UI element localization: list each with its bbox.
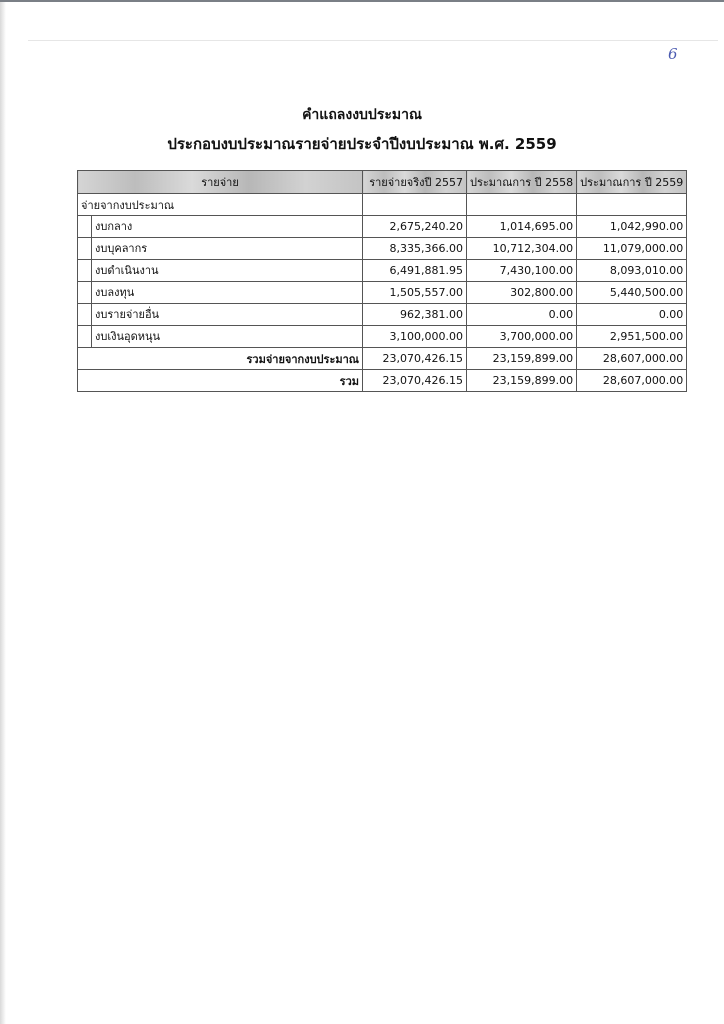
empty-cell <box>577 194 687 216</box>
value-2558: 7,430,100.00 <box>467 260 577 282</box>
row-label-cell <box>78 238 363 260</box>
value-2558: 3,700,000.00 <box>467 326 577 348</box>
table-row <box>78 238 687 260</box>
value-2557: 6,491,881.95 <box>363 260 467 282</box>
total-row <box>78 370 687 392</box>
subtotal-label: รวมจ่ายจากงบประมาณ <box>78 348 363 370</box>
header-estimate-2559: ประมาณการ ปี 2559 <box>577 171 687 194</box>
table-row <box>78 304 687 326</box>
paper-fold-line <box>28 40 718 41</box>
scan-top-edge <box>0 0 724 2</box>
total-2559: 28,607,000.00 <box>577 370 687 392</box>
row-label-cell <box>78 304 363 326</box>
subtotal-row <box>78 348 687 370</box>
value-2559: 1,042,990.00 <box>577 216 687 238</box>
document-subtitle: ประกอบงบประมาณรายจ่ายประจำปีงบประมาณ พ.ศ. 2559 <box>167 135 557 153</box>
subtotal-2559: 28,607,000.00 <box>577 348 687 370</box>
header-estimate-2558: ประมาณการ ปี 2558 <box>467 171 577 194</box>
value-2559: 11,079,000.00 <box>577 238 687 260</box>
value-2558: 10,712,304.00 <box>467 238 577 260</box>
row-label-cell <box>78 282 363 304</box>
row-label: งบกลาง <box>91 216 359 237</box>
empty-cell <box>467 194 577 216</box>
value-2557: 8,335,366.00 <box>363 238 467 260</box>
value-2559: 5,440,500.00 <box>577 282 687 304</box>
budget-table <box>77 170 687 392</box>
value-2557: 3,100,000.00 <box>363 326 467 348</box>
value-2559: 8,093,010.00 <box>577 260 687 282</box>
total-2558: 23,159,899.00 <box>467 370 577 392</box>
row-label: งบรายจ่ายอื่น <box>91 304 359 325</box>
header-expense: รายจ่าย <box>78 171 363 194</box>
section-row <box>78 194 687 216</box>
document-title: คำแถลงงบประมาณ <box>302 107 422 123</box>
value-2558: 1,014,695.00 <box>467 216 577 238</box>
value-2559: 0.00 <box>577 304 687 326</box>
value-2557: 1,505,557.00 <box>363 282 467 304</box>
subtotal-2557: 23,070,426.15 <box>363 348 467 370</box>
table-row <box>78 216 687 238</box>
table-row <box>78 326 687 348</box>
header-actual-2557: รายจ่ายจริงปี 2557 <box>363 171 467 194</box>
total-2557: 23,070,426.15 <box>363 370 467 392</box>
value-2557: 2,675,240.20 <box>363 216 467 238</box>
subtotal-2558: 23,159,899.00 <box>467 348 577 370</box>
table-row <box>78 282 687 304</box>
total-label: รวม <box>78 370 363 392</box>
value-2558: 0.00 <box>467 304 577 326</box>
table-row <box>78 260 687 282</box>
empty-cell <box>363 194 467 216</box>
row-label-cell <box>78 260 363 282</box>
row-label: งบลงทุน <box>91 282 359 303</box>
table-header-row <box>78 171 687 194</box>
row-label: งบบุคลากร <box>91 238 359 259</box>
value-2557: 962,381.00 <box>363 304 467 326</box>
handwritten-page-number: 6 <box>668 45 678 63</box>
row-label: งบเงินอุดหนุน <box>91 326 359 347</box>
row-label-cell <box>78 326 363 348</box>
value-2558: 302,800.00 <box>467 282 577 304</box>
row-label-cell <box>78 216 363 238</box>
row-label: งบดำเนินงาน <box>91 260 359 281</box>
value-2559: 2,951,500.00 <box>577 326 687 348</box>
section-label: จ่ายจากงบประมาณ <box>78 194 363 216</box>
